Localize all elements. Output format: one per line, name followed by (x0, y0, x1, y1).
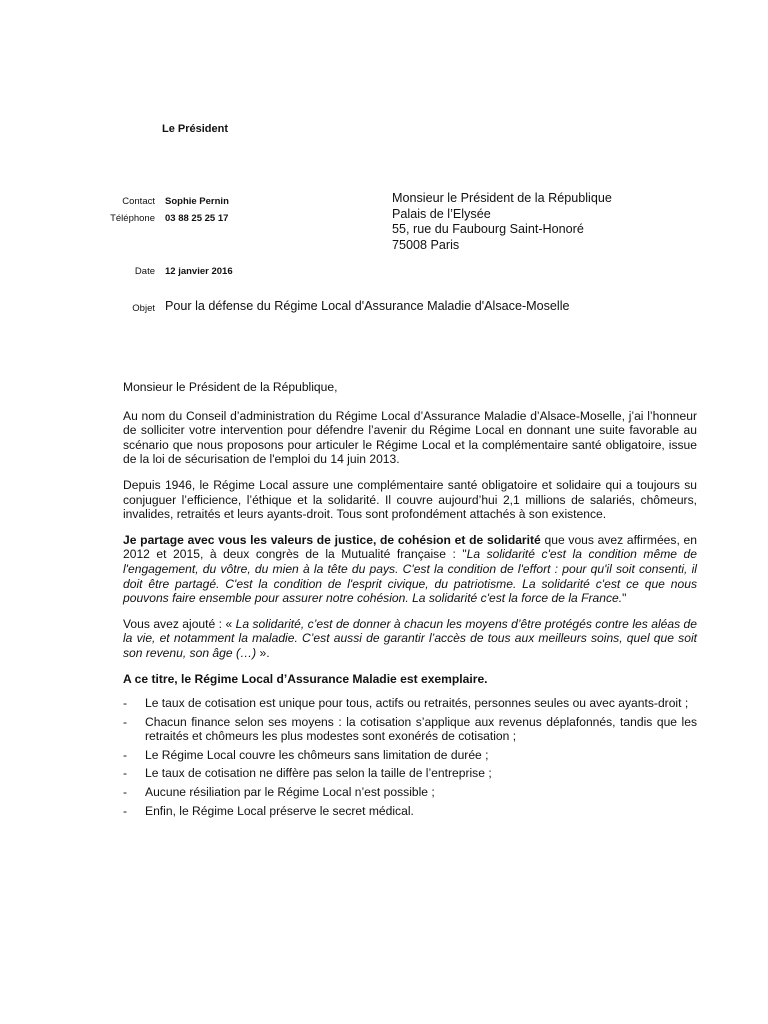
bullet-marker: - (123, 714, 128, 729)
contact-value: Sophie Pernin (165, 196, 229, 207)
recipient-line-3: 55, rue du Faubourg Saint-Honoré (392, 222, 584, 236)
list-item-text: Le taux de cotisation ne diffère pas selon la taille de l’entreprise ; (145, 766, 492, 781)
list-item (123, 766, 697, 781)
paragraph-4-start: Vous avez ajouté : « (123, 616, 236, 631)
phone-label: Téléphone (110, 213, 155, 224)
list-item (123, 715, 697, 744)
phone-value: 03 88 25 25 17 (165, 213, 229, 224)
sender-title: Le Président (162, 123, 229, 135)
paragraph-3-end: " (622, 591, 627, 606)
date-label: Date (134, 266, 155, 277)
recipient-address (392, 191, 612, 253)
section-heading (123, 672, 697, 687)
list-item (123, 804, 697, 819)
salutation: Monsieur le Président de la République, (123, 380, 338, 394)
letter-body (123, 380, 697, 822)
date-value: 12 janvier 2016 (165, 266, 233, 277)
bullet-marker: - (123, 803, 128, 818)
subject-label: Objet (132, 303, 155, 314)
paragraph-4 (123, 617, 697, 661)
paragraph-1: Au nom du Conseil d’administration du Régime Local d’Assurance Maladie d’Alsace-Moselle, j’ai l’honneur de solliciter votre intervention pour défendre l’avenir du Régime Local en donnant une suite favorable au scénario que nous proposons pour articuler le Régime Local et la complémentaire santé obligatoire, issue de la loi de sécurisation de l'emploi du 14 juin 2013. (123, 408, 697, 467)
paragraph-2: Depuis 1946, le Régime Local assure une complémentaire santé obligatoire et solidaire qui a toujours su conjuguer l’efficience, l’éthique et la solidarité. Il couvre aujourd’hui 2,1 millions de salariés, chômeurs, invalides, retraités et leurs ayants-droit. Tous sont profondément attachés à son existence. (123, 477, 697, 522)
list-item (123, 785, 697, 800)
list-item-text: Chacun finance selon ses moyens : la cotisation s’applique aux revenus déplafonnés, tandis que les retraités et chômeurs les plus modestes sont exonérés de cotisation ; (145, 714, 697, 744)
bullet-marker: - (123, 747, 128, 762)
list-item-text: Aucune résiliation par le Régime Local n’est possible ; (145, 785, 435, 800)
paragraph-4-quote: La solidarité, c’est de donner à chacun les moyens d’être protégés contre les aléas de la vie, et notamment la maladie. C’est aussi de garantir l’accès de tous aux meilleurs soins, quel que soit son revenu, son âge (…) (123, 616, 698, 660)
bullet-marker: - (123, 785, 128, 800)
list-item (123, 696, 697, 711)
contact-label: Contact (122, 196, 155, 207)
recipient-line-4: 75008 Paris (392, 237, 460, 252)
list-item-text: Enfin, le Régime Local préserve le secret médical. (145, 803, 414, 818)
list-item (123, 748, 697, 763)
paragraph-3-quote: La solidarité c'est la condition même de l'engagement, du vôtre, du mien à la tête du pays. C'est la condition de l'effort : pour qu'il soit consenti, il doit être partagé. C'est la condition de l'esprit civique, du patriotisme. La solidarité c'est ce que nous pouvons faire ensemble pour assurer notre cohésion. La solidarité c'est la force de la France. (123, 547, 697, 606)
list-item-text: Le taux de cotisation est unique pour tous, actifs ou retraités, personnes seules ou avec ayants-droit ; (145, 696, 689, 711)
bullet-marker: - (123, 696, 128, 711)
recipient-line-1: Monsieur le Président de la République (392, 191, 612, 205)
bullet-marker: - (123, 766, 128, 781)
paragraph-3-plain: que vous avez affirmées, en 2012 et 2015, à deux congrès de la Mutualité française : " (123, 532, 697, 562)
bullet-list (123, 696, 697, 818)
paragraph-3-bold: Je partage avec vous les valeurs de justice, de cohésion et de solidarité (123, 532, 541, 547)
list-item-text: Le Régime Local couvre les chômeurs sans limitation de durée ; (145, 747, 489, 762)
subject-text: Pour la défense du Régime Local d'Assurance Maladie d'Alsace-Moselle (165, 299, 570, 313)
recipient-line-2: Palais de l’Elysée (392, 206, 491, 221)
paragraph-3 (123, 533, 697, 606)
paragraph-4-end: ». (256, 645, 270, 660)
section-heading-text: A ce titre, le Régime Local d’Assurance Maladie est exemplaire. (123, 671, 488, 686)
